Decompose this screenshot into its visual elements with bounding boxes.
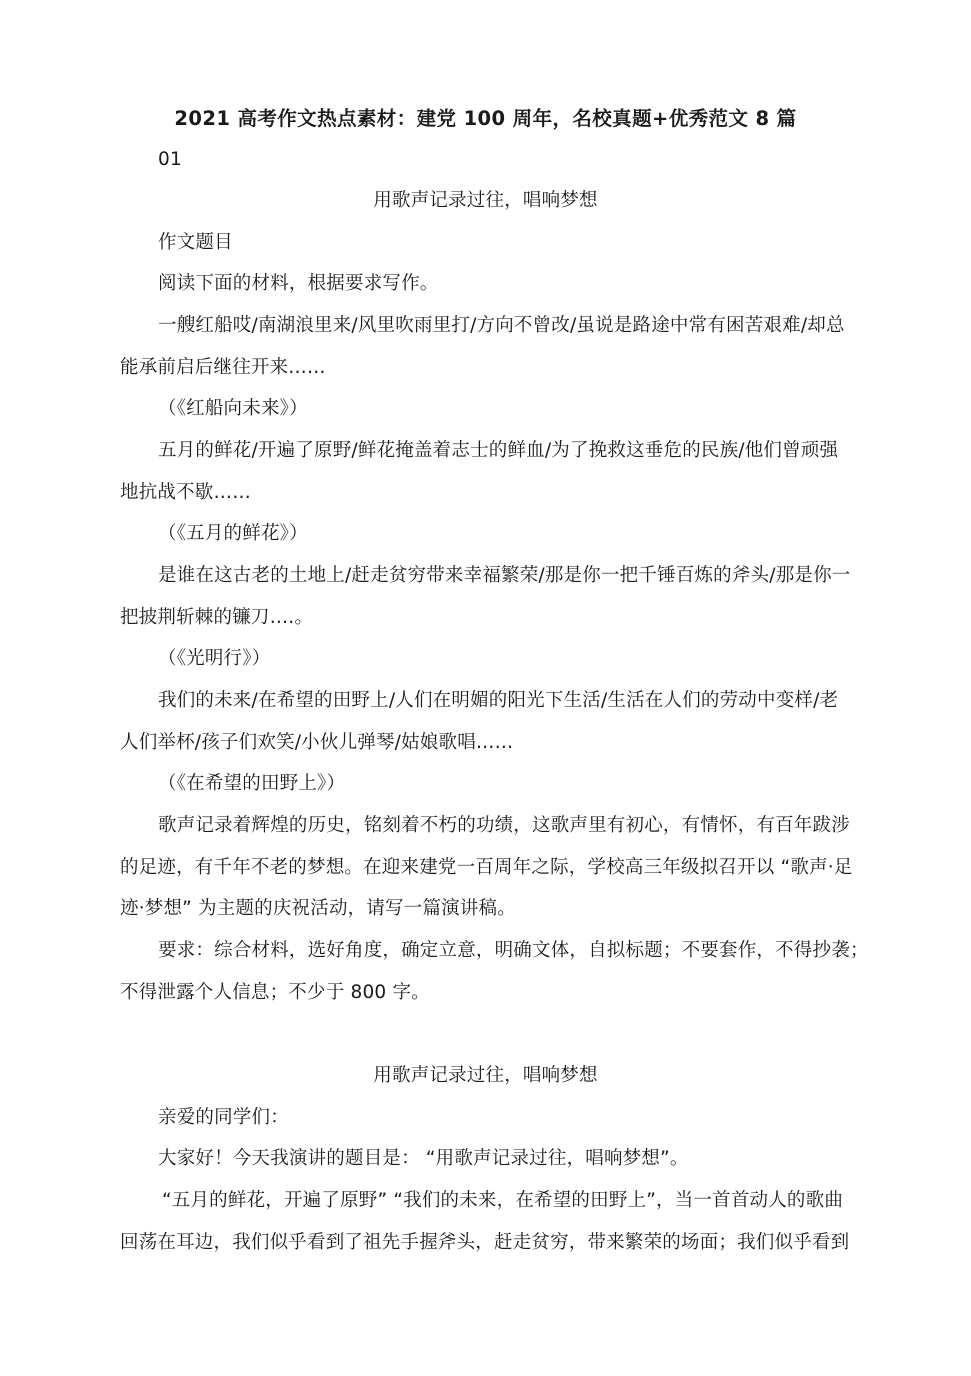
essay-greeting: 亲爱的同学们：	[158, 1107, 289, 1128]
prompt-heading: 作文题目	[158, 232, 233, 253]
lyric-line: 我们的未来/在希望的田野上/人们在明媚的阳光下生活/生活在人们的劳动中变样/老	[158, 690, 839, 711]
prompt-intro: 阅读下面的材料，根据要求写作。	[158, 273, 439, 294]
task-paragraph-line: 迹·梦想” 为主题的庆祝活动，请写一篇演讲稿。	[120, 898, 516, 919]
lyric-line: 地抗战不歇……	[120, 482, 251, 503]
essay-paragraph-line: 大家好！今天我演讲的题目是： “用歌声记录过往，唱响梦想”。	[158, 1148, 689, 1169]
essay-title: 用歌声记录过往，唱响梦想	[373, 1065, 598, 1086]
requirement-line: 不得泄露个人信息；不少于 800 字。	[120, 982, 430, 1003]
requirement-line: 要求：综合材料，选好角度，确定立意，明确文体，自拟标题；不要套作，不得抄袭；	[158, 940, 869, 961]
section-number: 01	[158, 149, 182, 170]
lyric-source: （《光明行》）	[158, 648, 271, 669]
task-paragraph-line: 歌声记录着辉煌的历史，铭刻着不朽的功绩，这歌声里有初心，有情怀，有百年跋涉	[158, 815, 850, 836]
lyric-line: 五月的鲜花/开遍了原野/鲜花掩盖着志士的鲜血/为了挽救这垂危的民族/他们曾顽强	[158, 440, 839, 461]
lyric-line: 把披荆斩棘的镰刀….。	[120, 607, 314, 628]
essay-paragraph-line: “五月的鲜花，开遍了原野” “我们的未来，在希望的田野上”，当一首首动人的歌曲	[162, 1190, 844, 1211]
lyric-line: 能承前启后继往开来……	[120, 357, 326, 378]
lyric-line: 一艘红船哎/南湖浪里来/风里吹雨里打/方向不曾改/虽说是路途中常有困苦艰难/却总	[158, 315, 845, 336]
lyric-line: 人们举杯/孩子们欢笑/小伙儿弹琴/姑娘歌唱……	[120, 732, 514, 753]
lyric-line: 是谁在这古老的土地上/赶走贫穷带来幸福繁荣/那是你一把千锤百炼的斧头/那是你一	[158, 565, 851, 586]
task-paragraph-line: 的足迹，有千年不老的梦想。在迎来建党一百周年之际，学校高三年级拟召开以 “歌声·足	[120, 857, 853, 878]
essay-paragraph-line: 回荡在耳边，我们似乎看到了祖先手握斧头，赶走贫穷，带来繁荣的场面；我们似乎看到	[120, 1232, 850, 1253]
lyric-source: （《五月的鲜花》）	[158, 523, 308, 544]
lyric-source: （《在希望的田野上》）	[158, 773, 346, 794]
document-title: 2021 高考作文热点素材：建党 100 周年，名校真题+优秀范文 8 篇	[174, 107, 797, 130]
lyric-source: （《红船向未来》）	[158, 398, 308, 419]
section-subtitle: 用歌声记录过往，唱响梦想	[373, 190, 598, 211]
